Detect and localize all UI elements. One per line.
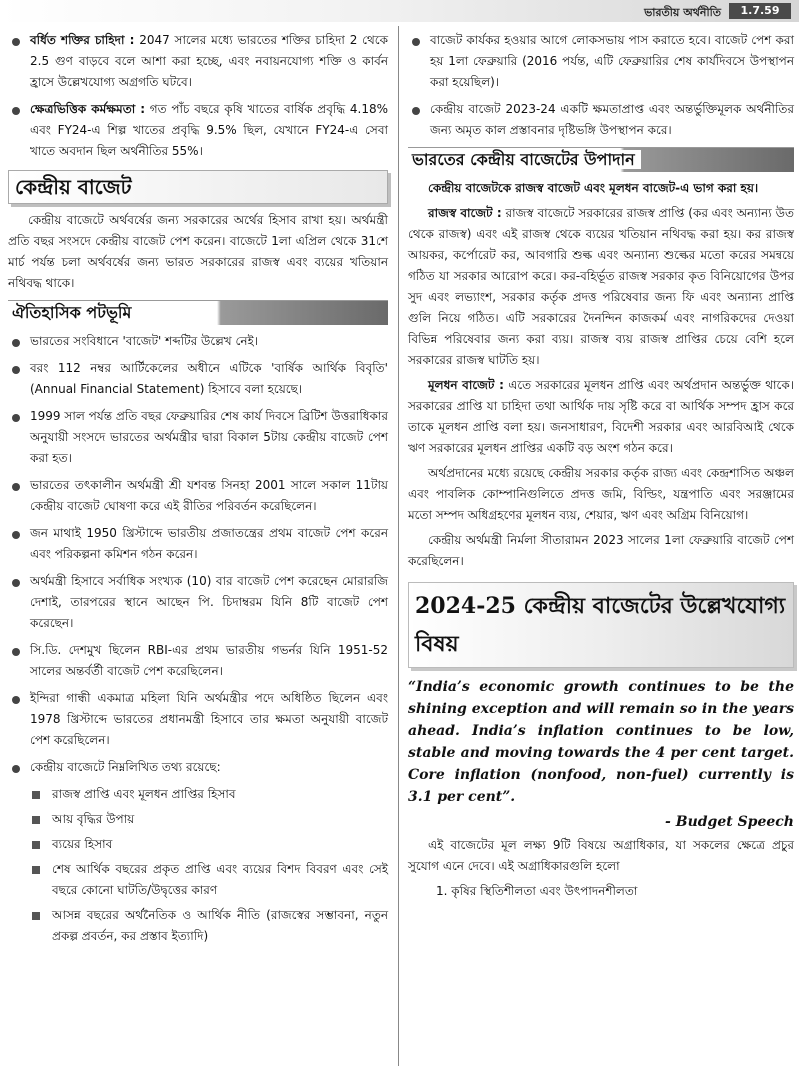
- history-bullet: সি.ডি. দেশমুখ ছিলেন RBI-এর প্রথম ভারতীয় গভর্নর যিনি 1951-52 সালের অন্তর্বর্তী বাজেট পেশ করেছিলেন।: [8, 640, 388, 682]
- right-column: [408, 30, 794, 904]
- history-bullet: কেন্দ্রীয় বাজেটে নিম্নলিখিত তথ্য রয়েছে:: [8, 757, 388, 778]
- history-bullet: বরং 112 নম্বর আর্টিকেলের অধীনে এটিকে 'বার্ষিক আর্থিক বিবৃতি' (Annual Financial Statement) হিসাবে বলা হয়েছে।: [8, 358, 388, 400]
- capital-budget-paragraph: মূলধন বাজেট : এতে সরকারের মূলধন প্রাপ্তি এবং অর্থপ্রদান অন্তর্ভুক্ত থাকে। সরকারের প্রাপ্তি যা চাহিদা তথা আর্থিক দায় সৃষ্টি করে বা আর্থিক সম্পদ হ্রাস করে তাকে মূলধন প্রাপ্তি বলা হয়। জনসাধারণ, বিদেশী সরকার এবং আরবিআই থেকে ঋণ সরকারের মূলধন প্রাপ্তির একটি বড় অংশ গঠন করে।: [408, 378, 794, 455]
- section-title: ভারতীয় অর্থনীতি: [644, 6, 721, 19]
- budget-content-item: ব্যয়ের হিসাব: [26, 834, 388, 855]
- history-bullet: 1999 সাল পর্যন্ত প্রতি বছর ফেব্রুয়ারির শেষ কার্য দিবসে ব্রিটিশ উত্তরাধিকার অনুযায়ী সংসদে ভারতের অর্থমন্ত্রীর দ্বারা বিকাল 5টায় কেন্দ্রীয় বাজেট পেশ করা হত।: [8, 406, 388, 469]
- budget-content-item: আসন্ন বছরের অর্থনৈতিক ও আর্থিক নীতি (রাজস্বের সম্ভাবনা, নতুন প্রকল্প প্রবর্তন, কর প্রস্তাব ইত্যাদি): [26, 905, 388, 947]
- bullet-sector-performance: ক্ষেত্রভিত্তিক কর্মক্ষমতা : গত পাঁচ বছরে কৃষি খাতের বার্ষিক প্রবৃদ্ধি 4.18% এবং FY24-এ শিল্প খাতের প্রবৃদ্ধি 9.5% ছিল, যেখানে FY24-এ সেবা খাতে অবদান ছিল অর্থনীতির 55%।: [8, 99, 388, 162]
- priority-item: 1. কৃষির স্থিতিশীলতা এবং উৎপাদনশীলতা: [436, 884, 638, 898]
- budget-highlights-heading: 2024-25 কেন্দ্রীয় বাজেটের উল্লেখযোগ্য বিষয়: [408, 582, 794, 668]
- central-budget-heading: কেন্দ্রীয় বাজেট: [8, 170, 388, 204]
- bullet-lok-sabha: বাজেট কার্যকর হওয়ার আগে লোকসভায় পাস করাতে হবে। বাজেট পেশ করা হয় 1লা ফেব্রুয়ারি (2016 পর্যন্ত, এটি ফেব্রুয়ারির শেষ কার্যদিবসে উপস্থাপন করা হয়েছিল)।: [408, 30, 794, 93]
- capital-payments-paragraph: অর্থপ্রদানের মধ্যে রয়েছে কেন্দ্রীয় সরকার কর্তৃক রাজ্য এবং কেন্দ্রশাসিত অঞ্চল এবং পাবলিক কোম্পানিগুলিতে প্রদত্ত জমি, বিল্ডিং, যন্ত্রপাতি এবং সরঞ্জামের মতো সম্পদ অধিগ্রহণের মূলধন ব্যয়, শেয়ার, ঋণ এবং অগ্রিম বিনিয়োগ।: [408, 466, 794, 522]
- components-lead: কেন্দ্রীয় বাজেটকে রাজস্ব বাজেট এবং মূলধন বাজেট-এ ভাগ করা হয়।: [428, 181, 759, 195]
- history-bullet: ভারতের সংবিধানে 'বাজেট' শব্দটির উল্লেখ নেই।: [8, 331, 388, 352]
- quote-source: - Budget Speech: [665, 814, 794, 830]
- column-divider: [398, 26, 399, 1066]
- revenue-budget-paragraph: রাজস্ব বাজেট : রাজস্ব বাজেটে সরকারের রাজস্ব প্রাপ্তি (কর এবং অন্যান্য উত থেকে রাজস্ব) এবং এই রাজস্ব থেকে ব্যয়ের খতিয়ান নথিবদ্ধ করা হয়। কর রাজস্ব আয়কর, কর্পোরেট কর, আবগারি শুল্ক এবং অন্যান্য শুল্কের মতো করের সমন্বয়ে গঠিত যা সরকার আরোপ করে। কর-বহির্ভূত রাজস্ব সরকার কৃত বিনিয়োগের উপর সুদ এবং লভ্যাংশ, সরকার কর্তৃক প্রদত্ত পরিষেবার জন্য ফি এবং অন্যান্য প্রাপ্তি গুলি নিয়ে গঠিত। এটি সরকারের দৈনন্দিন কাজকর্ম এবং নাগরিকদের দেওয়া বিভিন্ন পরিষেবার জন্য করা ব্যয়। রাজস্ব ব্যয় রাজস্ব প্রাপ্তির চেয়ে বেশি হলে সরকারের রাজস্ব ঘাটতি হয়।: [408, 206, 794, 367]
- central-budget-paragraph: কেন্দ্রীয় বাজেটে অর্থবর্ষের জন্য সরকারের অর্থের হিসাব রাখা হয়। অর্থমন্ত্রী প্রতি বছর সংসদে কেন্দ্রীয় বাজেট পেশ করেন। বাজেটে 1লা এপ্রিল থেকে 31শে মার্চ পর্যন্ত চলা অর্থবর্ষের জন্য ভারত সরকারের রাজস্ব এবং ব্যয়ের খতিয়ান নথিবদ্ধ থাকে।: [8, 213, 388, 290]
- budget-content-item: শেষ আর্থিক বছরের প্রকৃত প্রাপ্তি এবং ব্যয়ের বিশদ বিবরণ এবং সেই বছরে কোনো ঘাটতি/উদ্বৃত্তের কারণ: [26, 859, 388, 901]
- budget-content-item: রাজস্ব প্রাপ্তি এবং মূলধন প্রাপ্তির হিসাব: [26, 784, 388, 805]
- page-number: 1.7.59: [729, 3, 791, 19]
- bullet-energy-demand: বর্ধিত শক্তির চাহিদা : 2047 সালের মধ্যে ভারতের শক্তির চাহিদা 2 থেকে 2.5 গুণ বাড়বে বলে আশা করা হচ্ছে, এবং নবায়নযোগ্য শক্তি ও কার্বন হ্রাসে উল্লেখযোগ্য অগ্রগতি ঘটবে।: [8, 30, 388, 93]
- page-header: [0, 0, 799, 22]
- components-heading: ভারতের কেন্দ্রীয় বাজেটের উপাদান: [408, 147, 794, 172]
- history-bullet: জন মাথাই 1950 খ্রিস্টাব্দে ভারতীয় প্রজাতন্ত্রের প্রথম বাজেট পেশ করেন এবং পরিকল্পনা কমিশন গঠন করেন।: [8, 523, 388, 565]
- history-heading: ঐতিহাসিক পটভূমি: [8, 300, 388, 325]
- budget-content-item: আয় বৃদ্ধির উপায়: [26, 809, 388, 830]
- history-bullet: ইন্দিরা গান্ধী একমাত্র মহিলা যিনি অর্থমন্ত্রীর পদে অধিষ্ঠিত ছিলেন এবং 1978 খ্রিস্টাব্দে ভারতের প্রধানমন্ত্রী হিসাবে তার ক্ষমতা অনুযায়ী বাজেট পেশ করেছিলেন।: [8, 688, 388, 751]
- bullet-budget-2023: কেন্দ্রীয় বাজেট 2023-24 একটি ক্ষমতাপ্রাপ্ত এবং অন্তর্ভুক্তিমূলক অর্থনীতির জন্য অমৃত কাল প্রস্তাবনার দৃষ্টিভঙ্গি উপস্থাপন করে।: [408, 99, 794, 141]
- budget-speech-quote: “India’s economic growth continues to be the shining exception and will remain so in the years ahead. India’s inflation continues to be low, stable and moving towards the 4 per cent target. Core inflation (nonfood, non-fuel) currently is 3.1 per cent”.: [408, 679, 794, 805]
- finance-minister-paragraph: কেন্দ্রীয় অর্থমন্ত্রী নির্মলা সীতারামন 2023 সালের 1লা ফেব্রুয়ারি বাজেট পেশ করেছিলেন।: [408, 533, 794, 568]
- priorities-paragraph: এই বাজেটের মূল লক্ষ্য 9টি বিষয়ে অগ্রাধিকার, যা সকলের ক্ষেত্রে প্রচুর সুযোগ এনে দেবে। এই অগ্রাধিকারগুলি হলো: [408, 838, 794, 873]
- history-bullet: অর্থমন্ত্রী হিসাবে সর্বাধিক সংখ্যক (10) বার বাজেট পেশ করেছেন মোরারজি দেশাই, তারপরের স্থানে আছেন পি. চিদাম্বরম যিনি 8টি বাজেট পেশ করেছেন।: [8, 571, 388, 634]
- left-column: [8, 30, 388, 951]
- history-bullet: ভারতের তৎকালীন অর্থমন্ত্রী শ্রী যশবন্ত সিনহা 2001 সালে সকাল 11টায় কেন্দ্রীয় বাজেট ঘোষণা করে এই রীতির পরিবর্তন করেছিলেন।: [8, 475, 388, 517]
